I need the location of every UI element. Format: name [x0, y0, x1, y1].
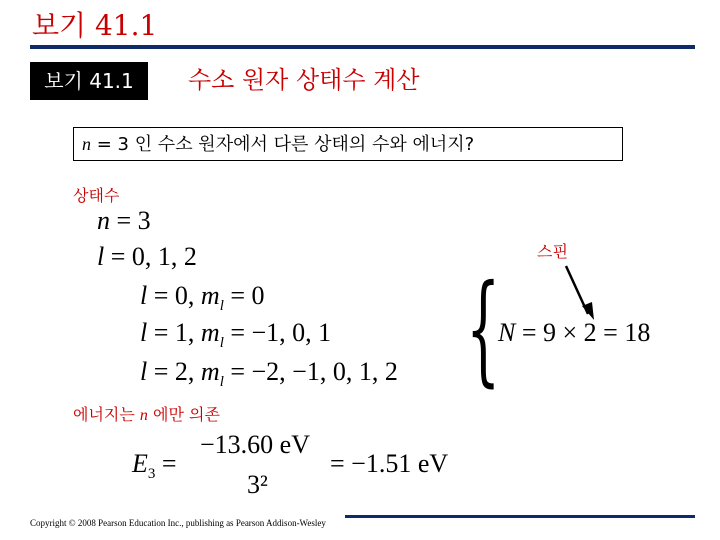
energy-denominator: 3²: [247, 470, 268, 499]
equation-n: n = 3: [97, 206, 151, 235]
energy-result: = −1.51 eV: [330, 449, 449, 478]
copyright-footer: Copyright © 2008 Pearson Education Inc., publishing as Pearson Addison-Wesley: [30, 518, 326, 528]
equation-l-value: = 0, 1, 2: [110, 242, 197, 271]
energy-lhs: $E_3$ =: [132, 449, 177, 482]
spin-arrow-icon: [560, 262, 600, 322]
state-count-label: 상태수: [73, 186, 120, 205]
ml-row-1: l = 1, $m_l = -1$, 0, 1: [140, 318, 332, 351]
ml-row-2: l = 2, $m_l = -2$, −1, 0, 1, 2: [140, 357, 398, 390]
energy-label: 에너지는 n 에만 의존: [73, 405, 220, 424]
equation-n-value: = 3: [116, 206, 151, 235]
equation-l: l = 0, 1, 2: [97, 242, 197, 271]
question-box: [73, 127, 623, 161]
section-heading: 수소 원자 상태수 계산: [188, 66, 420, 94]
bottom-divider: [345, 515, 695, 518]
spin-label: 스핀: [537, 242, 568, 261]
page-title: 보기 41.1: [32, 9, 158, 42]
top-divider: [30, 45, 695, 49]
energy-numerator: −13.60 eV: [200, 430, 310, 459]
question-n-symbol: n: [82, 134, 91, 154]
question-text: = 3 인 수소 원자에서 다른 상태의 수와 에너지?: [91, 134, 475, 155]
example-badge: 보기 41.1: [30, 62, 148, 100]
total-states-equation: N = 9 × 2 = 18: [498, 318, 651, 347]
total-states-value: = 9 × 2 = 18: [521, 318, 651, 347]
curly-brace: {: [466, 260, 501, 399]
ml-row-0: l = 0, $m_l = 0$: [140, 281, 265, 314]
